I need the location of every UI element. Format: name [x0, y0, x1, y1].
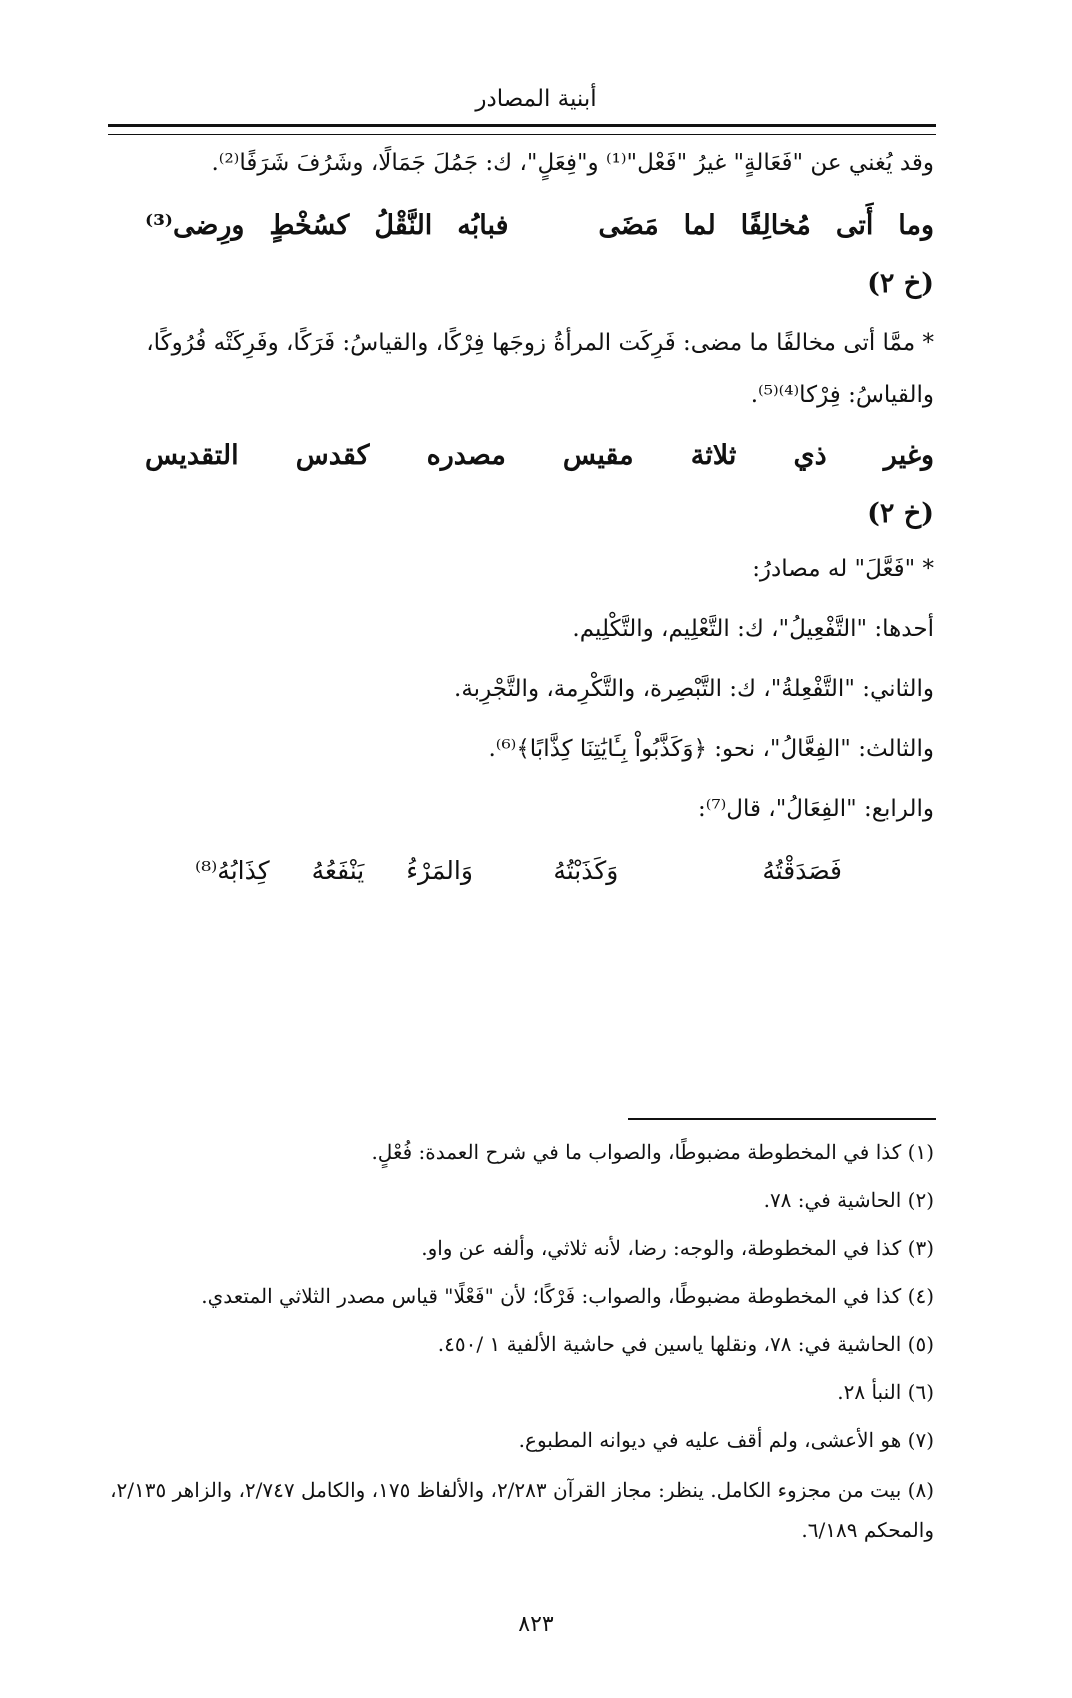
verse-1-word: النَّقْلُ — [374, 210, 433, 241]
verse-2-word: ذي — [793, 440, 827, 471]
footnote-3: (٣) كذا في المخطوطة، والوجه: رضا، لأنه ثلاثي، وألفه عن واو. — [421, 1236, 934, 1260]
verse-1-word: وما — [898, 210, 934, 241]
verse-1-word: مَضَى — [598, 210, 659, 241]
verse-2-word: ثلاثة — [690, 440, 737, 471]
footnote-4: (٤) كذا في المخطوطة مضبوطًا، والصواب: فَرْكًا؛ لأن "فَعْلًا" قياس مصدر الثلاثي المتعدي. — [201, 1284, 934, 1308]
footnote-7: (٧) هو الأعشى، ولم أقف عليه في ديوانه المطبوع. — [518, 1428, 934, 1452]
paragraph-6: والثالث: "الفِعَّالُ"، نحو: ﴿وَكَذَّبُواْ بِـَٔايَٰتِنَا كِذَّابًا﴾⁽⁶⁾. — [488, 736, 934, 762]
verse-1-source-tag: (خ ٢) — [867, 268, 934, 299]
verse-2-word: مصدره — [426, 440, 506, 471]
paragraph-5: والثاني: "التَّفْعِلةُ"، ك: التَّبْصِرة، والتَّكْرِمة، والتَّجْرِبة. — [454, 676, 934, 702]
footnote-2: (٢) الحاشية في: ٧٨. — [763, 1188, 934, 1212]
verse-1-word: مُخالِفًا — [740, 210, 811, 241]
verse-1-word: لما — [683, 210, 716, 241]
paragraph-1: وقد يُغني عن "فَعَالةٍ" غيرُ "فَعْل"⁽¹⁾ و"فِعَلٍ"، ك: جَمُلَ جَمَالًا، وشَرُفَ شَرَفًا⁽²⁾. — [211, 150, 934, 176]
poem-word: وَكَذَبْتُهُ — [553, 856, 619, 885]
verse-1-word: أَتى — [835, 210, 874, 241]
poem-line — [195, 856, 842, 885]
paragraph-7: والرابع: "الفِعَالُ"، قال⁽⁷⁾: — [697, 796, 934, 822]
paragraph-2-line-2: والقياسُ: فِرْكا⁽⁴⁾⁽⁵⁾. — [750, 382, 934, 408]
poem-word: وَالمَرْءُ — [406, 856, 473, 885]
paragraph-4: أحدها: "التَّفْعِيلُ"، ك: التَّعْلِيم، والتَّكْلِيم. — [572, 616, 934, 642]
verse-2-word: التقديس — [145, 440, 239, 471]
poem-first-hemistich — [553, 856, 842, 885]
verse-1-word: فبابُه — [457, 210, 509, 241]
verse-1-word: ورِضى⁽³⁾ — [145, 210, 245, 241]
footnote-5: (٥) الحاشية في: ٧٨، ونقلها ياسين في حاشية الألفية ١ /٤٥٠. — [437, 1332, 934, 1356]
verse-2-word: كقدس — [295, 440, 370, 471]
running-header: أبنية المصادر — [475, 86, 597, 112]
poem-word: فَصَدَقْتُهُ — [762, 856, 842, 885]
verse-2-word: وغير — [883, 440, 934, 471]
verse-2 — [145, 440, 934, 471]
paragraph-2-line-1: * ممَّا أتى مخالفًا ما مضى: فَرِكَت المرأةُ زوجَها فِرْكًا، والقياسُ: فَرَكًا، وفَرِكَتْه فُرُوكًا، — [146, 330, 934, 356]
verse-1 — [145, 210, 934, 241]
header-rule-thick — [108, 124, 936, 127]
header-rule-thin — [108, 134, 936, 135]
poem-word: يَنْفَعُهُ — [311, 856, 365, 885]
verse-2-word: مقيس — [562, 440, 634, 471]
page-number: ٨٢٣ — [518, 1612, 554, 1637]
poem-word: كِذَابُهُ⁽⁸⁾ — [195, 856, 270, 885]
footnote-8: (٨) بيت من مجزوء الكامل. ينظر: مجاز القرآن ٢/٢٨٣، والألفاظ ١٧٥، والكامل ٢/٧٤٧، والزاهر ٢/١٣٥، والمحكم ٦/١٨٩. — [110, 1478, 934, 1542]
verse-1-word: كسُخْطٍ — [269, 210, 350, 241]
footnote-6: (٦) النبأ ٢٨. — [837, 1380, 934, 1404]
footnote-separator — [628, 1118, 936, 1120]
verse-2-source-tag: (خ ٢) — [867, 498, 934, 529]
footnote-1: (١) كذا في المخطوطة مضبوطًا، والصواب ما في شرح العمدة: فُعْلٍ. — [371, 1140, 934, 1164]
poem-second-hemistich — [195, 856, 473, 885]
paragraph-3: * "فَعَّلَ" له مصادرُ: — [752, 556, 934, 582]
